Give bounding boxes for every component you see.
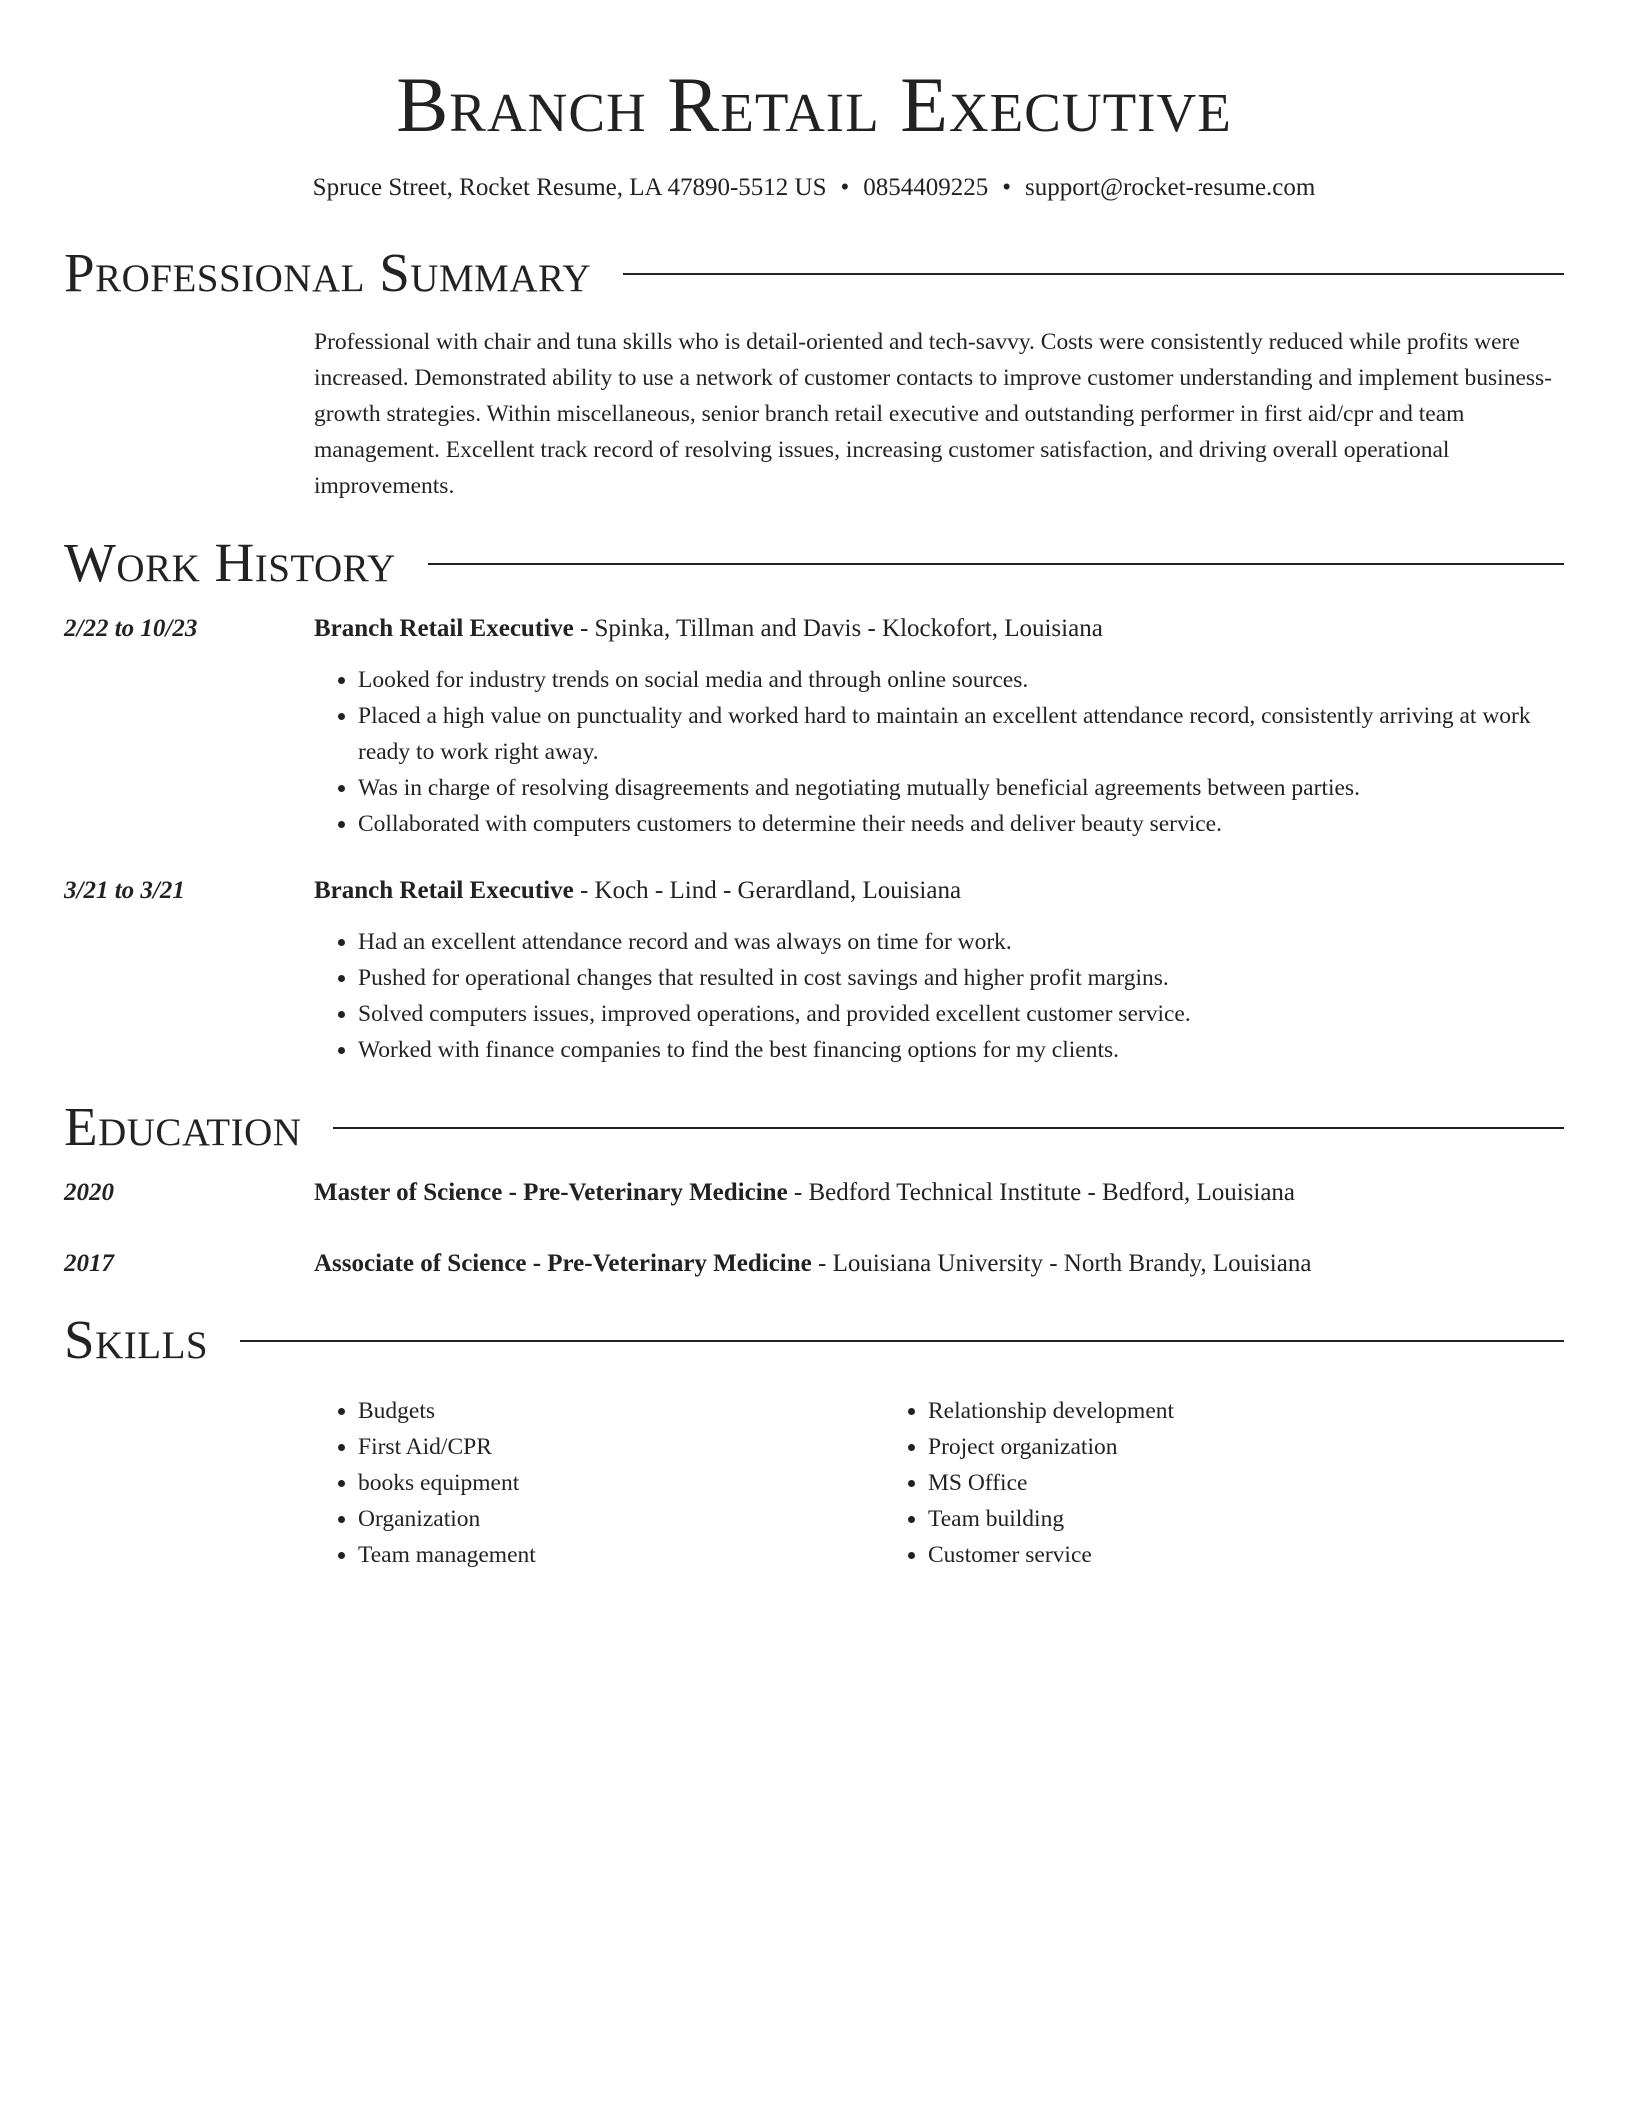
job-entry — [64, 612, 1564, 842]
education-entry — [64, 1247, 1564, 1281]
section-divider — [623, 273, 1564, 275]
job-title: Branch Retail Executive — [314, 615, 574, 642]
job-bullet: • Solved computers issues, improved operations, and provided excellent customer service. — [358, 996, 1564, 1032]
job-employer: - Koch - Lind - Gerardland, Louisiana — [573, 877, 962, 904]
skill-item: • Team building — [928, 1501, 1484, 1537]
education-title-line — [314, 1176, 1564, 1210]
job-bullet: • Collaborated with computers customers to determine their needs and deliver beauty service. — [358, 806, 1564, 842]
summary-section-header — [64, 240, 1564, 306]
education-school: - Bedford Technical Institute - Bedford, Louisiana — [787, 1179, 1296, 1206]
job-bullets — [314, 924, 1564, 1068]
skill-item: • Organization — [358, 1501, 884, 1537]
skill-item: • First Aid/CPR — [358, 1429, 884, 1465]
job-bullets — [314, 662, 1564, 842]
education-degree: Master of Science - Pre-Veterinary Medicine — [314, 1179, 788, 1206]
job-bullet: • Had an excellent attendance record and was always on time for work. — [358, 924, 1564, 960]
job-bullet: • Worked with finance companies to find the best financing options for my clients. — [358, 1032, 1564, 1068]
summary-text: Professional with chair and tuna skills who is detail-oriented and tech-savvy. Costs were consistently reduced while profits were increased. Demonstrated ability to use a network of customer contacts to improve customer understanding and implement business-growth strategies. Within miscellaneous, senior branch retail executive and outstanding performer in first aid/cpr and team management. Excellent track record of resolving issues, increasing customer satisfaction, and driving overall operational improvements. — [314, 329, 1552, 499]
skills-heading: Skills — [64, 1309, 209, 1370]
job-title-line — [314, 612, 1564, 646]
skill-item: • Customer service — [928, 1537, 1484, 1573]
job-entry — [64, 874, 1564, 1068]
education-year: 2020 — [64, 1179, 114, 1206]
skill-item: • Project organization — [928, 1429, 1484, 1465]
section-divider — [428, 563, 1564, 565]
job-dates: 3/21 to 3/21 — [64, 877, 185, 904]
contact-separator: • — [840, 174, 850, 201]
education-year: 2017 — [64, 1250, 114, 1277]
job-bullet: • Placed a high value on punctuality and worked hard to maintain an excellent attendance record, consistently arriving at work ready to work right away. — [358, 698, 1564, 770]
education-heading: Education — [64, 1096, 302, 1157]
skills-column — [884, 1393, 1484, 1573]
skills-column — [314, 1393, 884, 1573]
contact-line — [64, 172, 1564, 204]
summary-heading: Professional Summary — [64, 242, 592, 303]
skill-item: • books equipment — [358, 1465, 884, 1501]
address: Spruce Street, Rocket Resume, LA 47890-5512 US — [312, 174, 827, 201]
contact-separator: • — [1002, 174, 1012, 201]
job-title-line — [314, 874, 1564, 908]
job-body — [314, 612, 1564, 842]
job-bullet: • Looked for industry trends on social media and through online sources. — [358, 662, 1564, 698]
work-section-header — [64, 530, 1564, 596]
job-bullet: • Was in charge of resolving disagreements and negotiating mutually beneficial agreements between parties. — [358, 770, 1564, 806]
skill-item: • Team management — [358, 1537, 884, 1573]
job-employer: - Spinka, Tillman and Davis - Klockofort, Louisiana — [573, 615, 1103, 642]
education-title-line — [314, 1247, 1564, 1281]
education-degree: Associate of Science - Pre-Veterinary Medicine — [314, 1250, 812, 1277]
work-heading: Work History — [64, 532, 396, 593]
skill-item: • Relationship development — [928, 1393, 1484, 1429]
skill-item: • MS Office — [928, 1465, 1484, 1501]
education-school: - Louisiana University - North Brandy, Louisiana — [811, 1250, 1312, 1277]
section-divider — [333, 1127, 1564, 1129]
candidate-name: Branch Retail Executive — [396, 61, 1232, 148]
email: support@rocket-resume.com — [1025, 174, 1316, 201]
job-title: Branch Retail Executive — [314, 877, 574, 904]
education-section-header — [64, 1094, 1564, 1160]
phone: 0854409225 — [863, 174, 989, 201]
skills-section-header — [64, 1307, 1564, 1373]
skills-list — [314, 1393, 1564, 1573]
section-divider — [240, 1340, 1564, 1342]
skill-item: • Budgets — [358, 1393, 884, 1429]
job-dates: 2/22 to 10/23 — [64, 615, 198, 642]
education-entry — [64, 1176, 1564, 1210]
job-body — [314, 874, 1564, 1068]
job-bullet: • Pushed for operational changes that resulted in cost savings and higher profit margins. — [358, 960, 1564, 996]
